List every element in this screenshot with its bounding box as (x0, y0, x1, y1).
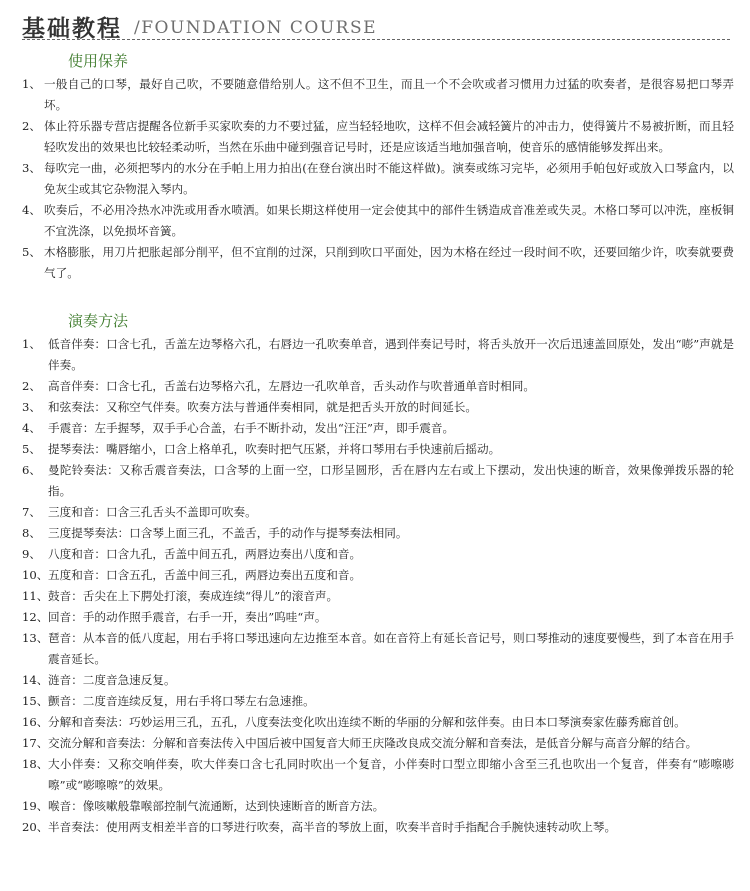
technique-list (22, 334, 734, 838)
item-number: 7、 (22, 505, 41, 519)
list-item (22, 670, 734, 691)
list-item (22, 796, 734, 817)
item-number: 18、 (22, 757, 49, 771)
section-title-technique: 演奏方法 (68, 312, 129, 330)
item-text: 回音：手的动作照手震音，右手一开，奏出”呜哇“声。 (48, 610, 327, 624)
item-text: 分解和音奏法：巧妙运用三孔，五孔，八度奏法变化吹出连续不断的华丽的分解和弦伴奏。由日本口琴演奏家佐藤秀廊首创。 (48, 715, 686, 729)
item-number: 6、 (22, 463, 41, 477)
list-item (22, 628, 734, 670)
list-item (22, 817, 734, 838)
item-text: 涟音：二度音急速反复。 (48, 673, 176, 687)
item-text: 曼陀铃奏法：又称舌震音奏法，口含琴的上面一空，口形呈圆形，舌在唇内左右或上下摆动，发出快速的断音，效果像弹拨乐器的轮指。 (48, 463, 734, 498)
header-divider (22, 39, 730, 40)
item-text: 颤音：二度音连续反复，用右手将口琴左右急速推。 (48, 694, 315, 708)
list-item (22, 523, 734, 544)
list-item (22, 200, 734, 242)
item-text: 大小伴奏：又称交响伴奏，吹大伴奏口含七孔同时吹出一个复音，小伴奏时口型立即缩小含至三孔也吹出一个复音，伴奏有“嘭嚓嘭嚓”或“嘭嚓嚓”的效果。 (48, 757, 734, 792)
item-number: 14、 (22, 673, 49, 687)
list-item (22, 74, 734, 116)
list-item (22, 607, 734, 628)
item-number: 1、 (22, 337, 41, 351)
item-text: 喉音：像咳嗽般靠喉部控制气流通断，达到快速断音的断音方法。 (48, 799, 385, 813)
item-number: 1、 (22, 77, 41, 91)
section-title-care: 使用保养 (68, 52, 129, 70)
item-text: 和弦奏法：又称空气伴奏。吹奏方法与普通伴奏相同，就是把舌头开放的时间延长。 (48, 400, 477, 414)
list-item (22, 712, 734, 733)
item-text: 交流分解和音奏法：分解和音奏法传入中国后被中国复音大师王庆隆改良成交流分解和音奏法，是低音分解与高音分解的结合。 (48, 736, 698, 750)
list-item (22, 502, 734, 523)
item-text: 吹奏后，不必用冷热水冲洗或用香水喷洒。如果长期这样使用一定会使其中的部件生锈造成音准差或失灵。木格口琴可以冲洗，座板铜不宜洗涤，以免损坏音簧。 (44, 203, 734, 238)
item-text: 半音奏法：使用两支相差半音的口琴进行吹奏，高半音的琴放上面，吹奏半音时手指配合手腕快速转动吹上琴。 (48, 820, 617, 834)
item-number: 12、 (22, 610, 49, 624)
item-number: 16、 (22, 715, 49, 729)
list-item (22, 586, 734, 607)
item-number: 5、 (22, 245, 41, 259)
list-item (22, 460, 734, 502)
list-item (22, 439, 734, 460)
page-title: 基础教程 (22, 16, 122, 42)
item-text: 五度和音：口含五孔，舌盖中间三孔，两唇边奏出五度和音。 (48, 568, 362, 582)
item-number: 15、 (22, 694, 49, 708)
list-item (22, 334, 734, 376)
list-item (22, 733, 734, 754)
item-number: 2、 (22, 119, 41, 133)
item-text: 琶音：从本音的低八度起，用右手将口琴迅速向左边推至本音。如在音符上有延长音记号，则口琴推动的速度要慢些，到了本音在用手震音延长。 (48, 631, 734, 666)
care-list (22, 74, 734, 284)
item-text: 木格膨胀，用刀片把胀起部分削平，但不宜削的过深，只削到吹口平面处，因为木格在经过一段时间不吹，还要回缩少许，吹奏就要费气了。 (44, 245, 734, 280)
item-text: 体止符乐器专营店提醒各位新手买家吹奏的力不要过猛，应当轻轻地吹，这样不但会减轻簧片的冲击力，使得簧片不易被折断，而且轻轻吹发出的效果也比较轻柔动听，当然在乐曲中碰到强音记号时，还是应该适当地加强音响，使音乐的感情能够发挥出来。 (44, 119, 734, 154)
list-item (22, 544, 734, 565)
item-number: 11、 (22, 589, 49, 603)
item-text: 每吹完一曲，必须把琴内的水分在手帕上用力拍出(在登台演出时不能这样做)。演奏或练习完毕，必须用手帕包好或放入口琴盒内，以免灰尘或其它杂物混入琴内。 (44, 161, 734, 196)
item-number: 13、 (22, 631, 49, 645)
page-header (22, 8, 730, 48)
item-text: 提琴奏法：嘴唇缩小，口含上格单孔，吹奏时把气压紧，并将口琴用右手快速前后摇动。 (48, 442, 501, 456)
list-item (22, 754, 734, 796)
item-number: 8、 (22, 526, 41, 540)
item-text: 一般自己的口琴，最好自己吹，不要随意借给别人。这不但不卫生，而且一个不会吹或者习惯用力过猛的吹奏者，是很容易把口琴弄坏。 (44, 77, 734, 112)
item-text: 高音伴奏：口含七孔，舌盖右边琴格六孔，左唇边一孔吹单音，舌头动作与吹普通单音时相同。 (48, 379, 535, 393)
item-number: 10、 (22, 568, 49, 582)
item-number: 9、 (22, 547, 41, 561)
item-number: 3、 (22, 161, 41, 175)
item-number: 4、 (22, 421, 41, 435)
page-subtitle: /FOUNDATION COURSE (134, 18, 378, 38)
list-item (22, 376, 734, 397)
item-number: 4、 (22, 203, 41, 217)
item-text: 三度提琴奏法：口含琴上面三孔，不盖舌，手的动作与提琴奏法相同。 (48, 526, 408, 540)
list-item (22, 418, 734, 439)
item-text: 三度和音：口含三孔舌头不盖即可吹奏。 (48, 505, 257, 519)
item-number: 17、 (22, 736, 49, 750)
list-item (22, 397, 734, 418)
item-text: 八度和音：口含九孔，舌盖中间五孔，两唇边奏出八度和音。 (48, 547, 362, 561)
list-item (22, 691, 734, 712)
list-item (22, 116, 734, 158)
item-text: 手震音：左手握琴，双手手心合盖，右手不断扑动，发出“汪汪”声，即手震音。 (48, 421, 455, 435)
item-number: 19、 (22, 799, 49, 813)
item-number: 2、 (22, 379, 41, 393)
item-text: 鼓音：舌尖在上下腭处打滚，奏成连续“得儿”的滚音声。 (48, 589, 339, 603)
item-number: 3、 (22, 400, 41, 414)
item-text: 低音伴奏：口含七孔，舌盖左边琴格六孔，右唇边一孔吹奏单音，遇到伴奏记号时，将舌头放开一次后迅速盖回原处，发出“嘭”声就是伴奏。 (48, 337, 734, 372)
list-item (22, 242, 734, 284)
list-item (22, 565, 734, 586)
item-number: 5、 (22, 442, 41, 456)
list-item (22, 158, 734, 200)
item-number: 20、 (22, 820, 49, 834)
